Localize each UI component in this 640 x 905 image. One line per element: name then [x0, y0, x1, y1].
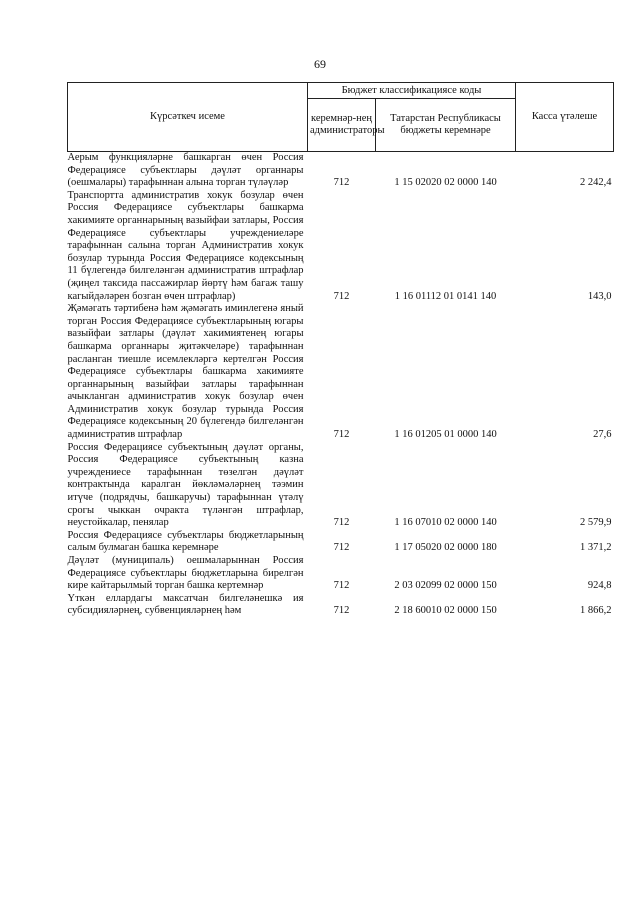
row-name: Россия Федерациясе субъектлары бюджетларының салым булмаган башка керемнәре — [67, 529, 304, 554]
row-code: 2 03 02099 02 0000 150 — [394, 580, 497, 592]
page-number: 69 — [314, 57, 326, 71]
row-amount: 2 242,4 — [580, 177, 612, 189]
header-admin: керемнәр-нең администраторы — [308, 99, 376, 152]
row-code: 1 16 01112 01 0141 140 — [394, 290, 497, 302]
row-admin: 712 — [333, 290, 350, 302]
header-revenue: Татарстан Республикасы бюджеты керемнәре — [376, 99, 516, 152]
revenue-table — [67, 82, 614, 618]
row-admin: 712 — [333, 517, 350, 529]
row-amount: 2 579,9 — [580, 517, 612, 529]
row-name: Дәүләт (муниципаль) оешмаларыннан Россия Федерациясе субъектлары бюджетларына бирелгән кире кайтарылмый торган башка кертемнәр — [67, 555, 304, 592]
table-row — [68, 593, 614, 618]
row-name: Россия Федерациясе субъектының дәүләт органы, Россия Федерациясе субъектының казна учреждениесе тарафыннан төзелгән дәүләт контрактында каралган йөкләмәләрнең тәэмин итүче (подрядчы, башкаручы) тарафыннан үтәлү срогы чыккан очракта түләнгән штрафлар, неустойкалар, пенялар — [67, 441, 304, 529]
row-name: Үткән еллардагы максатчан билгеләнешкә ия субсидияләрнең, субвенцияләрнең һәм — [67, 592, 304, 617]
row-amount: 27,6 — [593, 429, 612, 441]
table-row — [68, 152, 614, 190]
row-admin: 712 — [333, 429, 350, 441]
row-amount: 924,8 — [587, 580, 612, 592]
row-admin: 712 — [333, 542, 350, 554]
table-row — [68, 530, 614, 555]
row-name: Транспортта административ хокук бозулар өчен Россия Федерациясе субъектлары башкарма хакимияте органнарының вазыйфаи затлары, Россия Федерациясе субъектлары учреждениеләре тарафыннан салына торган Административ хокук бозулар турында Россия Федерациясе кодексының 11 бүлегендә билгеләнгән административ штрафлар (җиңел таксида пассажирлар йөртү һәм багаж ташу кагыйдәләрен бозган өчен штрафлар) — [67, 189, 304, 302]
row-code: 1 16 01205 01 0000 140 — [394, 429, 497, 441]
row-amount: 1 866,2 — [580, 605, 612, 617]
row-code: 2 18 60010 02 0000 150 — [394, 605, 497, 617]
row-amount: 143,0 — [587, 290, 612, 302]
row-admin: 712 — [333, 580, 350, 592]
row-admin: 712 — [333, 177, 350, 189]
row-name: Аерым функцияләрне башкарган өчен Россия Федерациясе субъектлары дәүләт органнары (оешмалары) тарафыннан алына торган түләүләр — [67, 152, 304, 189]
table-row — [68, 190, 614, 303]
row-code: 1 17 05020 02 0000 180 — [394, 542, 497, 554]
row-code: 1 16 07010 02 0000 140 — [394, 517, 497, 529]
header-name: Күрсәткеч исеме — [68, 83, 308, 152]
table-row — [68, 555, 614, 593]
header-budget-codes: Бюджет классификациясе коды — [308, 83, 516, 99]
header-amount: Касса үтәлеше — [516, 83, 614, 152]
table-row — [68, 442, 614, 530]
row-code: 1 15 02020 02 0000 140 — [394, 177, 497, 189]
row-admin: 712 — [333, 605, 350, 617]
table-row — [68, 303, 614, 442]
row-name: Җәмәгать тәртибенә һәм җәмәгать иминлегенә яный торган Россия Федерациясе субъектларының югары вазыйфаи затлары (дәүләт хакимиятенең югары башкарма органнары җитәкчеләре) тарафыннан расланган тиешле исемлекләргә кертелгән Россия Федерациясе субъектлары башкарма хакимияте органнарының вазыйфаи затлары тарафыннан ачыкланган административ хокук бозулар өчен Административ хокук бозулар турында Россия Федерациясе кодексының 20 бүлегендә билгеләнгән административ штрафлар — [67, 303, 304, 441]
row-amount: 1 371,2 — [580, 542, 612, 554]
